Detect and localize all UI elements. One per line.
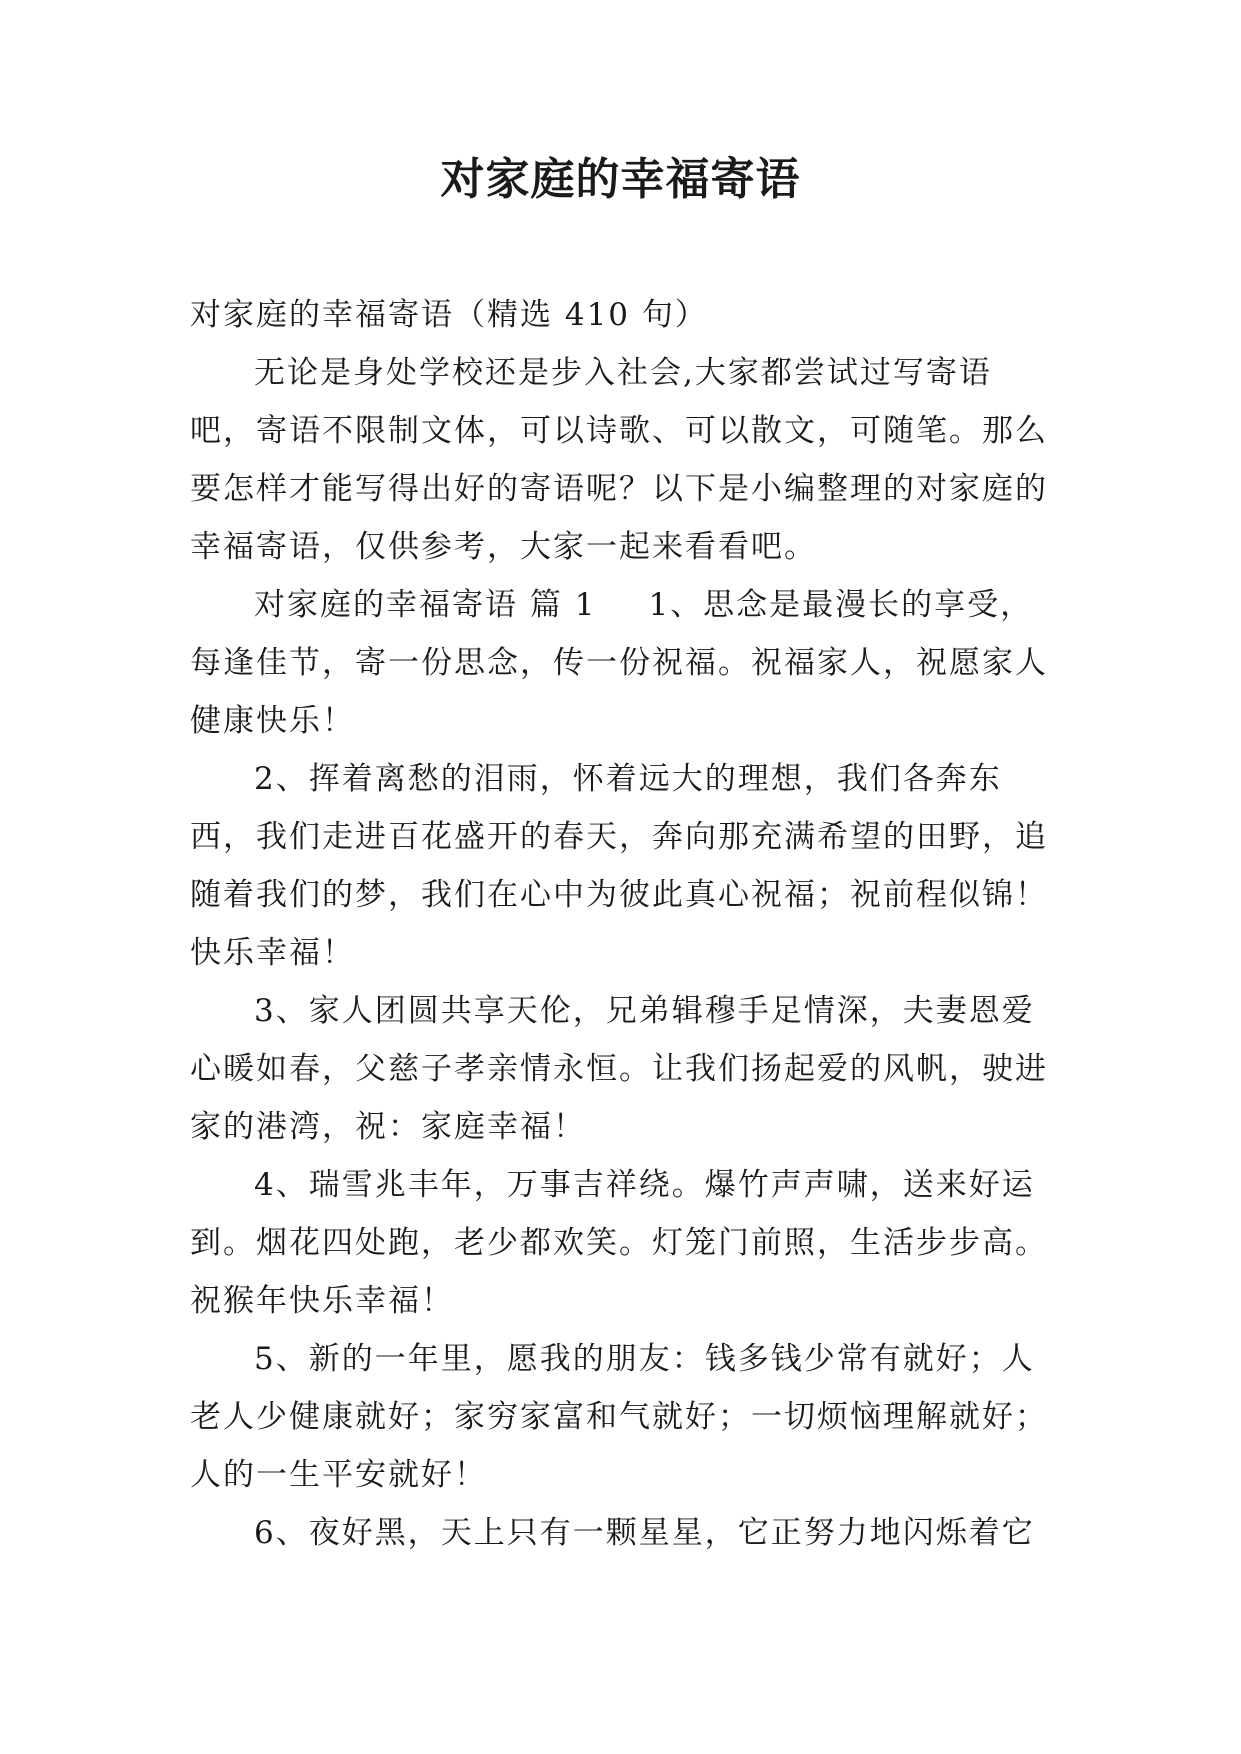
document-title: 对家庭的幸福寄语 xyxy=(440,154,801,205)
wish-item: 5、新的一年里，愿我的朋友：钱多钱少常有就好；人老人少健康就好；家穷家富和气就好；一切烦恼理解就好；人的一生平安就好！ xyxy=(190,1341,1048,1493)
wish-item: 2、挥着离愁的泪雨，怀着远大的理想，我们各奔东西，我们走进百花盛开的春天，奔向那充满希望的田野，追随着我们的梦，我们在心中为彼此真心祝福；祝前程似锦！快乐幸福！ xyxy=(190,761,1048,971)
wish-item: 3、家人团圆共享天伦，兄弟辑穆手足情深，夫妻恩爱心暖如春，父慈子孝亲情永恒。让我们扬起爱的风帆，驶进家的港湾，祝：家庭幸福！ xyxy=(190,993,1048,1145)
wish-item: 6、夜好黑，天上只有一颗星星，它正努力地闪烁着它 xyxy=(254,1515,1035,1551)
document-body xyxy=(190,286,1050,1562)
wish-item: 1、思念是最漫长的享受，每逢佳节，寄一份思念，传一份祝福。祝福家人，祝愿家人健康快乐！ xyxy=(190,587,1048,739)
document-subtitle: 对家庭的幸福寄语（精选 410 句） xyxy=(190,297,708,333)
section-1-paragraph xyxy=(190,576,1050,750)
wish-item: 4、瑞雪兆丰年，万事吉祥绕。爆竹声声啸，送来好运到。烟花四处跑，老少都欢笑。灯笼门前照，生活步步高。祝猴年快乐幸福！ xyxy=(190,1167,1048,1319)
intro-paragraph: 无论是身处学校还是步入社会,大家都尝试过写寄语吧，寄语不限制文体，可以诗歌、可以散文，可随笔。那么要怎样才能写得出好的寄语呢？以下是小编整理的对家庭的幸福寄语，仅供参考，大家一起来看看吧。 xyxy=(190,355,1048,565)
section-heading: 对家庭的幸福寄语 篇 1 xyxy=(254,587,597,623)
